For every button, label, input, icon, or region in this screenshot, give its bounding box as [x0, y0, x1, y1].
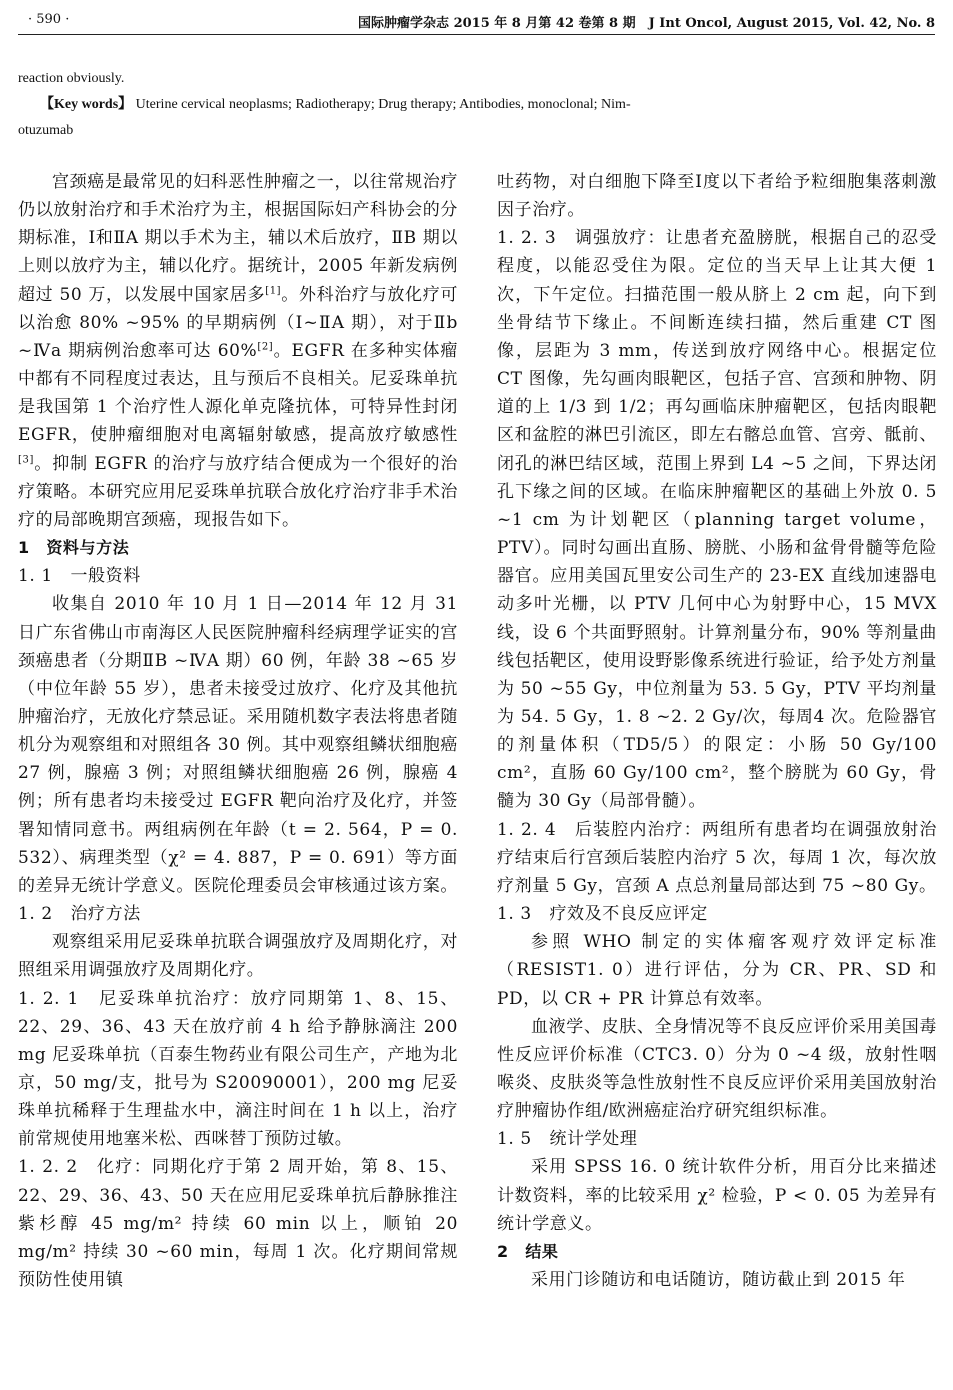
- english-abstract-tail: [18, 66, 935, 144]
- paragraph-results: 采用门诊随访和电话随访，随访截止到 2015 年: [531, 1270, 906, 1291]
- paragraph-treatment: 观察组采用尼妥珠单抗联合调强放疗及周期化疗，对照组采用调强放疗及周期化疗。: [18, 932, 458, 981]
- nimotuzumab-text: 放疗同期第 1、8、15、22、29、36、43 天在放疗前 4 h 给予静脉滴注 200 mg 尼妥珠单抗（百泰生物药业有限公司生产，产地为北京，50 mg/支，批号为 S20090001），200 mg 尼妥珠单抗稀释于生理盐水中，滴注时间在 1 h 以上，治疗前常规使用地塞米松、西咪替丁预防过敏。: [18, 988, 458, 1150]
- intro-text-c: 。EGFR 在多种实体瘤中都有不同程度过表达，且与预后不良相关。尼妥珠单抗是我国第 1 个治疗性人源化单克隆抗体，可特异性封闭 EGFR，使肿瘤细胞对电离辐射敏感，提高放疗敏感性: [18, 340, 458, 446]
- keywords-line: [18, 92, 935, 118]
- paragraph-general-data: 收集自 2010 年 10 月 1 日—2014 年 12 月 31 日广东省佛山市南海区人民医院肿瘤科经病理学证实的宫颈癌患者（分期ⅡB ~ⅣA 期）60 例，年龄 38 ~65 岁（中位年龄 55 岁），患者未接受过放疗、化疗及其他抗肿瘤治疗，无放化疗禁忌证。采用随机数字表法将患者随机分为观察组和对照组各 30 例。其中观察组鳞状细胞癌 27 例，腺癌 3 例；对照组鳞状细胞癌 26 例，腺癌 4 例；所有患者均未接受过 EGFR 靶向治疗及化疗，并签署知情同意书。两组病例在年龄（t = 2. 564，P = 0. 532）、病理类型（χ² = 4. 887，P = 0. 691）等方面的差异无统计学意义。医院伦理委员会审核通过该方案。: [18, 594, 458, 896]
- citation-1: [1]: [265, 284, 282, 296]
- paragraph-adverse: 血液学、皮肤、全身情况等不良反应评价采用美国毒性反应评价标准（CTC3. 0）分为 0 ~4 级，放射性咽喉炎、皮肤炎等急性放射性不良反应评价采用美国放射治疗肿瘤协作组/欧洲癌症治疗研究组织标准。: [497, 1016, 937, 1122]
- right-column: [497, 168, 937, 1294]
- abstract-last-line: reaction obviously.: [18, 71, 125, 86]
- keywords-label: 【Key words】: [40, 97, 133, 112]
- brachytherapy-text: 两组所有患者均在调强放射治疗结束后行宫颈后装腔内治疗 5 次，每周 1 次，每次放疗剂量 5 Gy，宫颈 A 点总剂量局部达到 75 ~80 Gy。: [497, 819, 938, 896]
- section-heading-methods: 1 资料与方法: [18, 538, 130, 558]
- subsection-heading-evaluation: 1. 3 疗效及不良反应评定: [497, 904, 708, 925]
- sub-heading-chemo: 1. 2. 2 化疗：: [18, 1157, 153, 1178]
- sub-heading-imrt: 1. 2. 3 调强放疗：: [497, 228, 666, 249]
- intro-paragraph: [18, 168, 458, 534]
- imrt-text: 让患者充盈膀胱，根据自己的忍受程度，以能忍受住为限。定位的当天早上让其大便 1 次，下午定位。扫描范围一般从脐上 2 cm 起，向下到坐骨结节下缘止。不间断连续扫描，然后重建 CT 图像，层距为 3 mm，传送到放疗网络中心。根据定位 CT 图像，先勾画肉眼靶区，包括子宫、宫颈和肿物、阴道的上 1/3 到 1/2；再勾画临床肿瘤靶区，包括肉眼靶区和盆腔的淋巴引流区，即左右髂总血管、宫旁、骶前、闭孔的淋巴结区域，范围上界到 L4 ~5 之间，下界达闭孔下缘之间的区域。在临床肿瘤靶区的基础上外放 0. 5 ~1 cm 为计划靶区（planning target volume，PTV）。同时勾画出直肠、膀胱、小肠和盆骨骨髓等危险器官。应用美国瓦里安公司生产的 23-EX 直线加速器电动多叶光栅，以 PTV 几何中心为射野中心，15 MVX 线，设 6 个共面野照射。计算剂量分布，90% 等剂量曲线包括靶区，使用设野影像系统进行验证，给予处方剂量为 50 ~55 Gy，中位剂量为 53. 5 Gy，PTV 平均剂量为 54. 5 Gy，1. 8 ~2. 2 Gy/次，每周4 次。危险器官的剂量体积（TD5/5）的限定：小肠 50 Gy/100 cm²，直肠 60 Gy/100 cm²，整个膀胱为 60 Gy，骨髓为 30 Gy（局部骨髓）。: [497, 228, 937, 812]
- keywords-continuation: otuzumab: [18, 123, 74, 138]
- subsection-heading-treatment: 1. 2 治疗方法: [18, 904, 141, 925]
- citation-3: [3]: [18, 453, 34, 465]
- page-header: [18, 12, 935, 34]
- section-heading-results: 2 结果: [497, 1241, 559, 1261]
- page-number: · 590 ·: [28, 12, 70, 27]
- chemo-text: 同期化疗于第 2 周开始，第 8、15、22、29、36、43、50 天在应用尼妥珠单抗后静脉推注紫杉醇 45 mg/m² 持续 60 min 以上，顺铂 20 mg/m² 持续 30 ~60 min，每周 1 次。化疗期间常规预防性使用镇: [18, 1157, 458, 1291]
- journal-running-title: 国际肿瘤学杂志 2015 年 8 月第 42 卷第 8 期 J Int Oncol, August 2015, Vol. 42, No. 8: [358, 16, 935, 31]
- paragraph-statistics: 采用 SPSS 16. 0 统计软件分析，用百分比来描述计数资料，率的比较采用 χ² 检验，P < 0. 05 为差异有统计学意义。: [497, 1157, 937, 1234]
- paragraph-continuation: 吐药物，对白细胞下降至Ⅰ度以下者给予粒细胞集落刺激因子治疗。: [497, 172, 937, 221]
- paragraph-brachytherapy: [497, 816, 937, 900]
- paragraph-nimotuzumab: [18, 985, 458, 1154]
- paragraph-chemo: [18, 1153, 458, 1294]
- keywords-text: Uterine cervical neoplasms; Radiotherapy; Drug therapy; Antibodies, monoclonal; Nim-: [132, 97, 631, 112]
- sub-heading-brachytherapy: 1. 2. 4 后装腔内治疗：: [497, 819, 702, 840]
- sub-heading-nimotuzumab: 1. 2. 1 尼妥珠单抗治疗：: [18, 988, 251, 1009]
- intro-text-a: 宫颈癌是最常见的妇科恶性肿瘤之一，以往常规治疗仍以放射治疗和手术治疗为主，根据国际妇产科协会的分期标准，Ⅰ和ⅡA 期以手术为主，辅以术后放疗，ⅡB 期以上则以放疗为主，辅以化疗。据统计，2005 年新发病例超过 50 万，以发展中国家居多: [18, 172, 458, 305]
- paragraph-imrt: [497, 224, 937, 815]
- left-column: [18, 168, 458, 1294]
- intro-text-d: 。抑制 EGFR 的治疗与放疗结合便成为一个很好的治疗策略。本研究应用尼妥珠单抗联合放化疗治疗非手术治疗的局部晚期宫颈癌，现报告如下。: [18, 453, 458, 530]
- subsection-heading-general: 1. 1 一般资料: [18, 566, 141, 587]
- intro-text-b: 。外科治疗与放化疗可以治愈 80% ~95% 的早期病例（Ⅰ~ⅡA 期），对于Ⅱb ~Ⅳa 期病例治愈率可达 60%: [18, 284, 458, 361]
- subsection-heading-statistics: 1. 5 统计学处理: [497, 1129, 638, 1150]
- header-rule: [18, 34, 935, 35]
- citation-2: [2]: [257, 341, 274, 353]
- paragraph-efficacy: 参照 WHO 制定的实体瘤客观疗效评定标准（RESIST1. 0）进行评估，分为 CR、PR、SD 和 PD，以 CR + PR 计算总有效率。: [497, 932, 937, 1009]
